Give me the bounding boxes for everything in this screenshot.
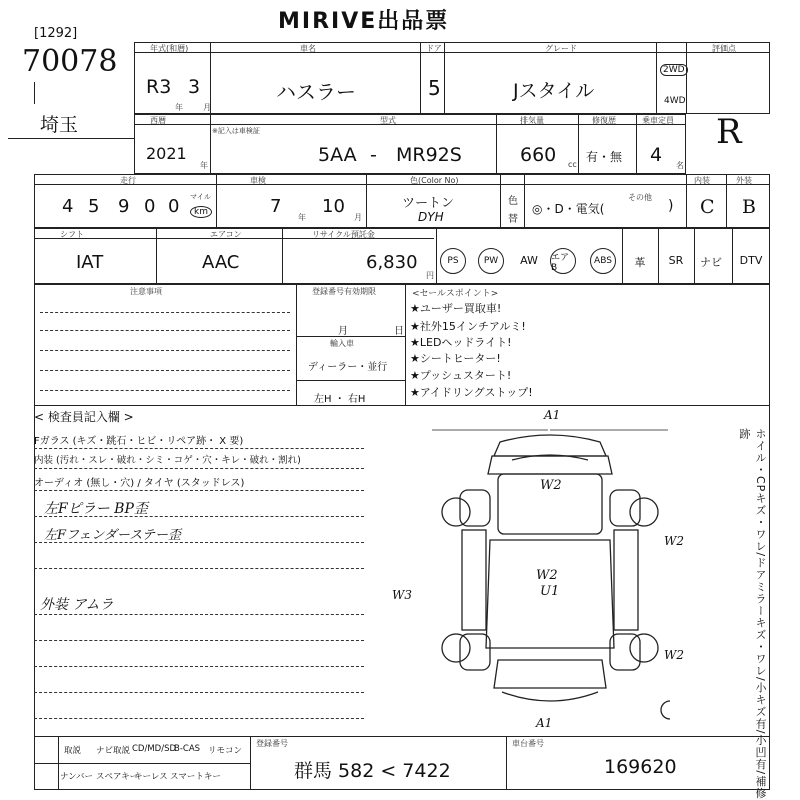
footer-div1 (250, 736, 251, 790)
row1-header-line (134, 52, 770, 53)
damage-legend: ホイル・CPキズ・ワレ/ドアミラーキズ・ワレ/小キズ有/小凹有/補修跡 (738, 428, 767, 800)
mark-right-door-w2: W2 (664, 534, 684, 548)
grade: Jスタイル (513, 80, 595, 102)
caution-label: 注意事項 (130, 287, 162, 296)
footer-div2 (506, 736, 507, 790)
handwritten-note-1: 左Fピラー BP歪 (44, 501, 148, 517)
row3-div2 (366, 174, 367, 228)
door-label: ドア (426, 44, 442, 53)
model-code: MR92S (396, 144, 462, 166)
import-label: 輸入車 (330, 339, 354, 348)
score-value: R (716, 112, 742, 152)
period-day: 日 (394, 326, 404, 337)
mark-right-low-w2: W2 (664, 648, 684, 662)
hand-line-2 (34, 542, 364, 543)
handwritten-note-2: 左Fフェンダーステー歪 (44, 528, 181, 543)
seats-unit: 名 (676, 161, 684, 170)
exterior-grade: B (742, 196, 756, 218)
row4-div4 (622, 228, 623, 284)
inspection-month: 10 (322, 196, 345, 217)
doc-keyless: キーレス (134, 772, 168, 782)
inspector-interior: 内装 (汚れ・スレ・破れ・シミ・コゲ・穴・キレ・破れ・割れ) (34, 455, 301, 466)
row1-div4 (656, 42, 657, 114)
doc-remote: リモコン (208, 746, 243, 756)
caution-line-4 (40, 370, 290, 371)
mileage-d2: 5 (88, 196, 100, 217)
model-label: 型式 (380, 116, 396, 125)
year-value: R3 (146, 76, 172, 98)
recycle-fee: 6,830 (366, 252, 418, 273)
mark-left-w3: W3 (392, 588, 412, 602)
color-mark: 色 (508, 196, 518, 207)
hand-line-4 (34, 614, 364, 615)
seats-label: 乗車定員 (642, 116, 674, 125)
fuel-other-label: その他 (628, 193, 652, 202)
repair-history: 有・無 (586, 150, 623, 164)
interior-grade: C (700, 196, 715, 218)
pref-underline (8, 138, 134, 139)
lot-divider (34, 82, 35, 104)
row3-div6 (726, 174, 727, 228)
insp-year-unit: 年 (298, 213, 306, 222)
fuel-close: ) (668, 198, 674, 214)
hand-line-8 (34, 718, 364, 719)
period-line (296, 336, 406, 337)
audio-line (34, 490, 364, 491)
sales-point-1: ★ユーザー買取車! (410, 302, 502, 315)
year-unit: 年 (175, 103, 183, 112)
doc-bcas: B-CAS (174, 744, 201, 754)
year-label: 年式(和暦) (150, 44, 189, 53)
exterior-label: 外装 (736, 176, 752, 185)
row3-header-line (34, 184, 770, 185)
score-label: 評価点 (712, 44, 736, 53)
lot-code: [1292] (34, 26, 78, 41)
sales-point-6: ★アイドリングストップ! (410, 386, 533, 399)
sales-point-3: ★LEDヘッドライト! (410, 336, 512, 349)
mileage-d4: 0 (144, 196, 156, 217)
handwritten-note-3: 外装 アムラ (40, 597, 114, 613)
hand-line-3 (34, 568, 364, 569)
doc-manual: 取説 (64, 746, 82, 756)
row3-div4 (524, 174, 525, 228)
dealer-type: ディーラー・並行 (308, 362, 388, 373)
chassis-number: 169620 (604, 756, 677, 778)
model-prefix: 5AA (318, 144, 357, 166)
inspection-label: 車検 (250, 176, 266, 185)
registration-number: 群馬 582 < 7422 (294, 760, 451, 782)
color-name: ツートン (402, 196, 455, 211)
equip-leather: 革 (634, 256, 646, 269)
mark-front-a1: A1 (544, 408, 561, 422)
month-value: 3 (188, 76, 201, 98)
row4-div5 (658, 228, 659, 284)
seat-count: 4 (650, 144, 663, 166)
row3-div3 (500, 174, 501, 228)
doc-plate: ナンバー (60, 772, 93, 782)
inspector-title: < 検査員記入欄 > (34, 410, 134, 424)
engine-cc: 660 (520, 144, 557, 166)
sheet-title: MIRIVE出品票 (278, 9, 450, 34)
drive-2wd: 2WD (660, 64, 688, 76)
doc-media: CD/MD/SD (132, 744, 177, 754)
caution-line-5 (40, 390, 290, 391)
row4-div7 (732, 228, 733, 284)
mileage-unit-km: km (190, 206, 212, 218)
footer-mid-line (34, 763, 250, 764)
west-year-unit: 年 (200, 161, 208, 170)
equip-sunroof: SR (668, 254, 684, 267)
west-year: 2021 (146, 144, 187, 163)
caution-line-3 (40, 350, 290, 351)
caution-line-2 (40, 330, 290, 331)
row2-div3 (578, 114, 579, 174)
sales-point-5: ★プッシュスタート! (410, 369, 512, 382)
handle-side: 左H ・ 右H (314, 394, 366, 405)
car-name-label: 車名 (300, 44, 316, 53)
row1-div2 (420, 42, 421, 114)
inspection-year: 7 (270, 196, 282, 217)
sales-point-4: ★シートヒーター! (410, 352, 501, 365)
cc-label: 排気量 (520, 116, 544, 125)
glass-line (34, 448, 364, 449)
equip-dtv: DTV (739, 254, 763, 267)
doc-spare-key: スペアキー (96, 772, 139, 782)
row3-div5 (686, 174, 687, 228)
row2-div1 (210, 114, 211, 174)
ac-label: エアコン (210, 230, 242, 239)
mileage-label: 走行 (120, 176, 136, 185)
prefecture: 埼玉 (40, 114, 79, 136)
cc-unit: cc (568, 160, 577, 169)
model-dash: - (370, 144, 377, 166)
row1-div5 (686, 42, 687, 114)
row4-div1 (156, 228, 157, 284)
equip-ps: PS (440, 248, 466, 274)
interior-line (34, 468, 364, 469)
lot-number: 70078 (22, 44, 118, 79)
row2-div2 (496, 114, 497, 174)
model-note: ※記入は車検証 (212, 127, 260, 135)
fuel-options: ◎・D・電気( (532, 202, 605, 216)
footer-div0 (58, 736, 59, 790)
mileage-d5: 0 (168, 196, 180, 217)
mark-center-u1: U1 (540, 584, 560, 599)
color-code: DYH (418, 210, 444, 224)
hand-line-1 (34, 516, 364, 517)
hand-line-7 (34, 692, 364, 693)
mission-label: シフト (60, 230, 84, 239)
caution-line-1 (40, 312, 290, 313)
chassis-label: 車台番号 (512, 739, 544, 748)
row4-div2 (282, 228, 283, 284)
insp-month-unit: 月 (354, 213, 362, 222)
equip-navi: ナビ (700, 256, 722, 269)
history-label: 修復歴 (592, 116, 616, 125)
equip-airbag: エアB (550, 248, 576, 274)
recycle-unit: 円 (426, 271, 434, 280)
sales-label: <セールスポイント> (412, 289, 499, 299)
hand-line-6 (34, 666, 364, 667)
change-mark: 替 (508, 214, 518, 225)
period-month: 月 (338, 326, 348, 337)
car-name: ハスラー (276, 80, 356, 104)
mark-roof-w2: W2 (540, 478, 562, 493)
mileage-d3: 9 (118, 196, 130, 217)
period-label: 登録番号有効期限 (312, 287, 376, 296)
mileage-d1: 4 (62, 196, 74, 217)
grade-label: グレード (545, 44, 577, 53)
row4-div3 (436, 228, 437, 284)
row1-div1 (210, 42, 211, 114)
mark-rear-a1: A1 (536, 716, 553, 730)
recycle-label: リサイクル預託金 (312, 230, 375, 239)
hand-line-5 (34, 640, 364, 641)
doc-navi-manual: ナビ取説 (96, 746, 131, 756)
door-count: 5 (428, 76, 441, 100)
inspector-glass: Fガラス (キズ・跳石・ヒビ・リペア跡・ X 要) (34, 436, 244, 447)
west-year-label: 西暦 (150, 116, 166, 125)
reg-label: 登録番号 (256, 739, 288, 748)
interior-label: 内装 (694, 176, 710, 185)
doc-smart-key: スマートキー (170, 772, 221, 782)
color-label: 色(Color No) (410, 176, 459, 185)
month-unit: 月 (203, 103, 211, 112)
air-conditioner: AAC (202, 252, 240, 273)
row1-div3 (444, 42, 445, 114)
equip-abs: ABS (590, 248, 616, 274)
mark-center-w2: W2 (536, 568, 558, 583)
row2-div4 (636, 114, 637, 174)
mission: IAT (76, 252, 104, 273)
drive-4wd: 4WD (664, 96, 686, 106)
row3-div1 (216, 174, 217, 228)
equip-aw: AW (520, 254, 538, 267)
dealer-line (296, 380, 406, 381)
row4-div6 (694, 228, 695, 284)
mileage-unit-mile: マイル (190, 193, 211, 201)
equip-pw: PW (478, 248, 504, 274)
sales-point-2: ★社外15インチアルミ! (410, 320, 526, 333)
inspector-audio: オーディオ (無し・穴) / タイヤ (スタッドレス) (34, 478, 245, 489)
